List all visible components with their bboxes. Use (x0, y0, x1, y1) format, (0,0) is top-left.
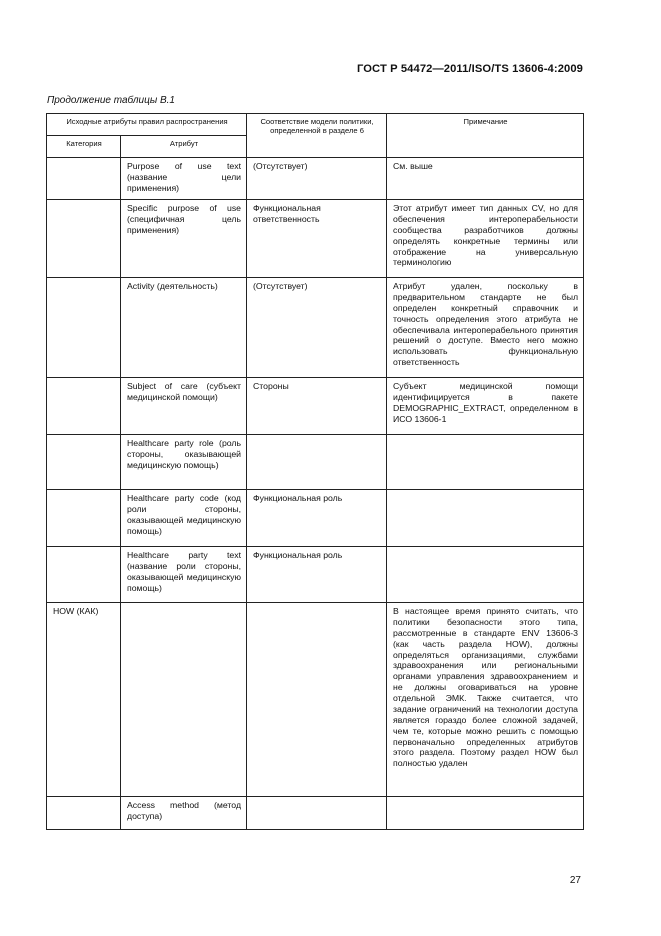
table-row (47, 603, 584, 797)
cell-policy: Стороны (247, 378, 387, 435)
cell-note (387, 797, 584, 830)
cell-policy: (Отсутствует) (247, 158, 387, 200)
cell-policy (247, 435, 387, 490)
cell-policy: (Отсутствует) (247, 278, 387, 378)
cell-category (47, 158, 121, 200)
cell-policy: Функциональная роль (247, 490, 387, 547)
cell-note: Этот атрибут имеет тип данных CV, но для обеспечения интероперабельности сообщества разработчиков должны определять конкретные термины или отображение на универсальную терминологию (387, 200, 584, 278)
cell-note: В настоящее время принято считать, что политики безопасности этого типа, рассмотренные в стандарте ENV 13606-3 (как часть раздела HOW), должны определяться организациями, службами здравоохранения или региональными органами управления здравоохранением и не должны оговариваться на уровне отдельной ЭМК. Также считается, что задание ограничений на технологии доступа является гораздо более сложной задачей, чем те, которые можно решить с помощью первоначально определенных атрибутов этого раздела. Поэтому раздел HOW был полностью удален (387, 603, 584, 797)
cell-attribute: Activity (деятельность) (121, 278, 247, 378)
cell-attribute: Purpose of use text (название цели применения) (121, 158, 247, 200)
cell-note: Атрибут удален, поскольку в предварительном стандарте не был определен конкретный справочник и точность определения этого атрибута не обеспечивала интероперабельного принятия решений о доступе. Вместо него можно использовать функциональную ответственность (387, 278, 584, 378)
group-header: Исходные атрибуты правил распространения (47, 114, 247, 136)
table-row (47, 200, 584, 278)
cell-policy (247, 603, 387, 797)
cell-category (47, 378, 121, 435)
cell-attribute: Healthcare party code (код роли стороны, оказывающей медицинскую помощь) (121, 490, 247, 547)
page-number: 27 (569, 875, 581, 886)
table-row (47, 490, 584, 547)
cell-note (387, 435, 584, 490)
cell-category (47, 200, 121, 278)
cell-note (387, 490, 584, 547)
cell-note (387, 547, 584, 603)
cell-category (47, 547, 121, 603)
col-header-note: Примечание (387, 114, 584, 158)
table-row (47, 797, 584, 830)
standard-header: ГОСТ Р 54472—2011/ISO/TS 13606-4:2009 (356, 63, 583, 75)
col-header-policy: Соответствие модели политики, определенной в разделе 6 (247, 114, 387, 158)
attributes-table (46, 113, 584, 830)
cell-note: См. выше (387, 158, 584, 200)
cell-category (47, 435, 121, 490)
cell-category (47, 490, 121, 547)
table-header-row (47, 114, 584, 136)
cell-category (47, 278, 121, 378)
table-row (47, 547, 584, 603)
cell-policy: Функциональная ответственность (247, 200, 387, 278)
table-row (47, 278, 584, 378)
table-caption: Продолжение таблицы B.1 (47, 95, 175, 106)
col-header-category: Категория (47, 136, 121, 158)
table-row (47, 158, 584, 200)
cell-policy (247, 797, 387, 830)
cell-category (47, 797, 121, 830)
col-header-attribute: Атрибут (121, 136, 247, 158)
cell-attribute: Healthcare party text (название роли стороны, оказывающей медицинскую помощь) (121, 547, 247, 603)
cell-category: HOW (КАК) (47, 603, 121, 797)
table-row (47, 435, 584, 490)
cell-policy: Функциональная роль (247, 547, 387, 603)
cell-attribute: Specific purpose of use (специфичная цель применения) (121, 200, 247, 278)
cell-attribute: Access method (метод доступа) (121, 797, 247, 830)
cell-attribute: Healthcare party role (роль стороны, оказывающей медицинскую помощь) (121, 435, 247, 490)
cell-attribute: Subject of care (субъект медицинской помощи) (121, 378, 247, 435)
table-row (47, 378, 584, 435)
cell-note: Субъект медицинской помощи идентифицируется в пакете DEMOGRAPHIC_EXTRACT, определенном в ИСО 13606-1 (387, 378, 584, 435)
cell-attribute (121, 603, 247, 797)
